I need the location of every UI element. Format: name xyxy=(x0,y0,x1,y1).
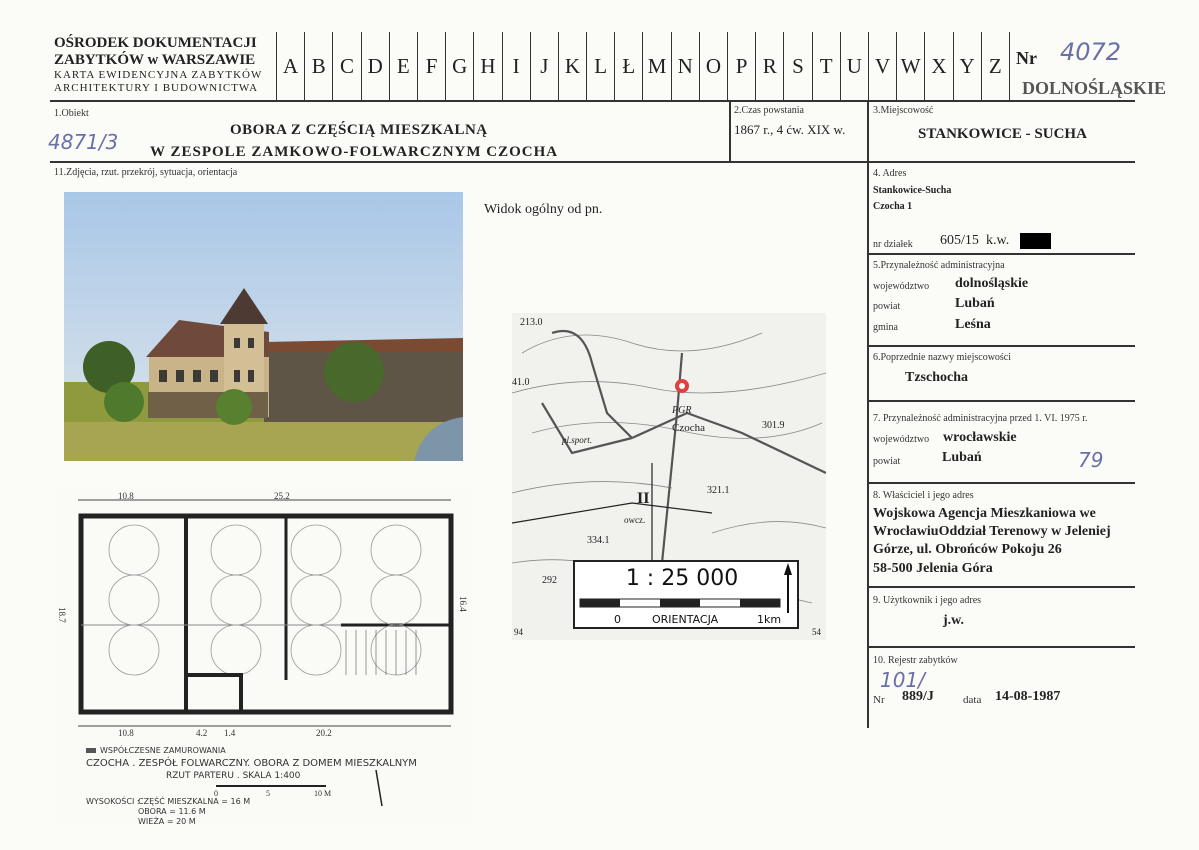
wlasciciel-line3: Górze, ul. Obrońców Pokoju 26 xyxy=(873,542,1062,557)
letter-17: R xyxy=(756,32,784,100)
map-label-3019: 301.9 xyxy=(762,420,785,431)
adres-line2: Czocha 1 xyxy=(873,201,913,212)
rule-obiekt-bottom xyxy=(50,161,1135,163)
przynaleznosc-label: 5.Przynależność administracyjna xyxy=(873,260,1005,271)
miejscowosc-value: STANKOWICE - SUCHA xyxy=(918,126,1087,142)
rule-4 xyxy=(867,253,1135,255)
plan-legend: WSPÓŁCZESNE ZAMUROWANIA xyxy=(100,746,226,755)
map-label-czocha: Czocha xyxy=(672,422,705,434)
miejscowosc-label: 3.Miejscowość xyxy=(873,105,934,116)
plan-wys-3: WIEŻA = 20 M xyxy=(138,817,196,826)
plan-dim-bottom-4: 20.2 xyxy=(316,728,332,738)
map-label-292: 292 xyxy=(542,575,557,586)
woj-value: dolnośląskie xyxy=(955,276,1029,291)
region-label: DOLNOŚLĄSKIE xyxy=(1022,78,1167,98)
plan-dim-bottom-1: 10.8 xyxy=(118,728,134,738)
rule-6 xyxy=(867,400,1135,402)
plan-wys-1: CZĘŚĆ MIESZKALNA = 16 M xyxy=(138,797,251,806)
obiekt-label: 1.Obiekt xyxy=(54,108,89,119)
plan-scale-10: 10 M xyxy=(314,789,332,798)
map-label-3211: 321.1 xyxy=(707,485,730,496)
plan-wys-2: OBORA = 11.6 M xyxy=(138,807,206,816)
woj-label: województwo xyxy=(873,281,930,292)
wlasciciel-line2: WrocławiuOddział Terenowy w Jeleniej xyxy=(873,524,1111,539)
obiekt-hand-note: 4871/3 xyxy=(48,130,119,154)
wlasciciel-line1: Wojskowa Agencja Mieszkaniowa we xyxy=(873,506,1096,521)
letter-8: I xyxy=(503,32,531,100)
rejestr-nr-value: 889/J xyxy=(902,689,934,704)
map-label-2130: 213.0 xyxy=(520,317,543,328)
letter-5: F xyxy=(418,32,446,100)
plan-dim-top-2: 25.2 xyxy=(274,491,290,501)
rule-7 xyxy=(867,482,1135,484)
letter-index xyxy=(276,32,1010,100)
map-scale-zero: 0 xyxy=(614,613,621,626)
org-block xyxy=(54,35,274,95)
letter-7: H xyxy=(474,32,502,100)
adres-line1: Stankowice-Sucha xyxy=(873,185,952,196)
rejestr-data-label: data xyxy=(963,694,982,706)
przed1975-woj-label: województwo xyxy=(873,434,930,445)
rule-czas-left xyxy=(729,100,731,162)
przed1975-label: 7. Przynależność administracyjna przed 1. VI. 1975 r. xyxy=(873,413,1088,424)
map-label-94: 94 xyxy=(514,627,523,637)
floor-plan xyxy=(56,490,472,826)
building-photo xyxy=(64,192,463,461)
przed1975-hand-note: 79 xyxy=(1078,448,1104,472)
rule-header-bottom xyxy=(50,100,1135,102)
plan-scale-0: 0 xyxy=(214,789,218,798)
letter-14: N xyxy=(672,32,700,100)
letter-21: V xyxy=(869,32,897,100)
org-line1: OŚRODEK DOKUMENTACJI xyxy=(54,35,257,51)
letter-4: E xyxy=(390,32,418,100)
dzialki-label: nr działek xyxy=(873,239,913,250)
nr-label: Nr xyxy=(1016,48,1037,68)
zdjecia-label: 11.Zdjęcia, rzut. przekrój, sytuacja, orientacja xyxy=(54,167,238,178)
przed1975-powiat-value: Lubań xyxy=(942,450,982,465)
czas-value: 1867 r., 4 ćw. XIX w. xyxy=(734,122,846,137)
map-label-plsport: pl.sport. xyxy=(562,435,593,445)
rejestr-nr-label: Nr xyxy=(873,694,885,706)
gmina-value: Leśna xyxy=(955,317,991,332)
letter-1: B xyxy=(305,32,333,100)
plan-dim-bottom-3: 1.4 xyxy=(224,728,236,738)
letter-13: M xyxy=(643,32,671,100)
rejestr-label: 10. Rejestr zabytków xyxy=(873,655,958,666)
org-line3: KARTA EWIDENCYJNA ZABYTKÓW xyxy=(54,69,263,81)
map-label-ii: II xyxy=(637,490,650,507)
letter-23: X xyxy=(925,32,953,100)
map-label-pgr: PGR xyxy=(672,405,692,416)
plan-title2: RZUT PARTERU . SKALA 1:400 xyxy=(166,771,301,781)
czas-label: 2.Czas powstania xyxy=(734,105,804,116)
letter-20: U xyxy=(841,32,869,100)
rule-9 xyxy=(867,646,1135,648)
wlasciciel-line4: 58-500 Jelenia Góra xyxy=(873,561,993,576)
letter-3: D xyxy=(362,32,390,100)
gmina-label: gmina xyxy=(873,322,898,333)
letter-15: O xyxy=(700,32,728,100)
poprzednie-label: 6.Poprzednie nazwy miejscowości xyxy=(873,352,1012,363)
obiekt-line2: W ZESPOLE ZAMKOWO-FOLWARCZNYM CZOCHA xyxy=(150,144,559,160)
powiat-value: Lubań xyxy=(955,296,995,311)
map-label-owcz: owcz. xyxy=(624,515,646,525)
letter-9: J xyxy=(531,32,559,100)
plan-dim-left: 18.7 xyxy=(57,607,67,623)
org-line4: ARCHITEKTURY I BUDOWNICTWA xyxy=(54,82,259,94)
obiekt-line1: OBORA Z CZĘŚCIĄ MIESZKALNĄ xyxy=(230,122,488,138)
plan-dim-bottom-2: 4.2 xyxy=(196,728,208,738)
poprzednie-value: Tzschocha xyxy=(905,370,968,385)
letter-2: C xyxy=(333,32,361,100)
map-label-3341: 334.1 xyxy=(587,535,610,546)
kw-redaction xyxy=(1020,233,1051,249)
plan-dim-right: 16.4 xyxy=(458,596,468,612)
letter-18: S xyxy=(784,32,812,100)
letter-10: K xyxy=(559,32,587,100)
letter-11: L xyxy=(587,32,615,100)
rule-right-column xyxy=(867,100,869,728)
plan-dim-top-1: 10.8 xyxy=(118,491,134,501)
wlasciciel-label: 8. Właściciel i jego adres xyxy=(873,490,974,501)
plan-scale-5: 5 xyxy=(266,789,270,798)
plan-wys-label: WYSOKOŚCI : xyxy=(86,797,140,806)
map-label-54: 54 xyxy=(812,627,821,637)
uzytkownik-label: 9. Użytkownik i jego adres xyxy=(873,595,982,606)
map-scale-km: 1km xyxy=(757,613,782,626)
letter-24: Y xyxy=(954,32,982,100)
map-orientacja: ORIENTACJA xyxy=(652,613,719,626)
uzytkownik-value: j.w. xyxy=(943,613,964,628)
letter-16: P xyxy=(728,32,756,100)
kw-label: k.w. xyxy=(986,233,1010,248)
letter-0: A xyxy=(277,32,305,100)
adres-label: 4. Adres xyxy=(873,168,907,179)
map-label-410: 41.0 xyxy=(512,377,530,388)
przed1975-powiat-label: powiat xyxy=(873,456,901,467)
letter-22: W xyxy=(897,32,925,100)
przed1975-woj-value: wrocławskie xyxy=(943,430,1017,445)
letter-19: T xyxy=(813,32,841,100)
photo-caption: Widok ogólny od pn. xyxy=(484,202,603,217)
rejestr-data-value: 14-08-1987 xyxy=(995,689,1061,704)
letter-25: Z xyxy=(982,32,1010,100)
dzialki-value: 605/15 xyxy=(940,233,979,248)
rule-5 xyxy=(867,345,1135,347)
map-scale-text: 1 : 25 000 xyxy=(625,566,739,591)
location-map xyxy=(512,313,826,640)
rule-8 xyxy=(867,586,1135,588)
powiat-label: powiat xyxy=(873,301,901,312)
rejestr-hand-note: 101/ xyxy=(880,668,925,692)
letter-12: Ł xyxy=(615,32,643,100)
nr-handwritten: 4072 xyxy=(1060,38,1122,66)
letter-6: G xyxy=(446,32,474,100)
org-line2: ZABYTKÓW w WARSZAWIE xyxy=(54,52,256,68)
plan-title1: CZOCHA . ZESPÓŁ FOLWARCZNY. OBORA Z DOMEM MIESZKALNYM xyxy=(86,758,417,769)
